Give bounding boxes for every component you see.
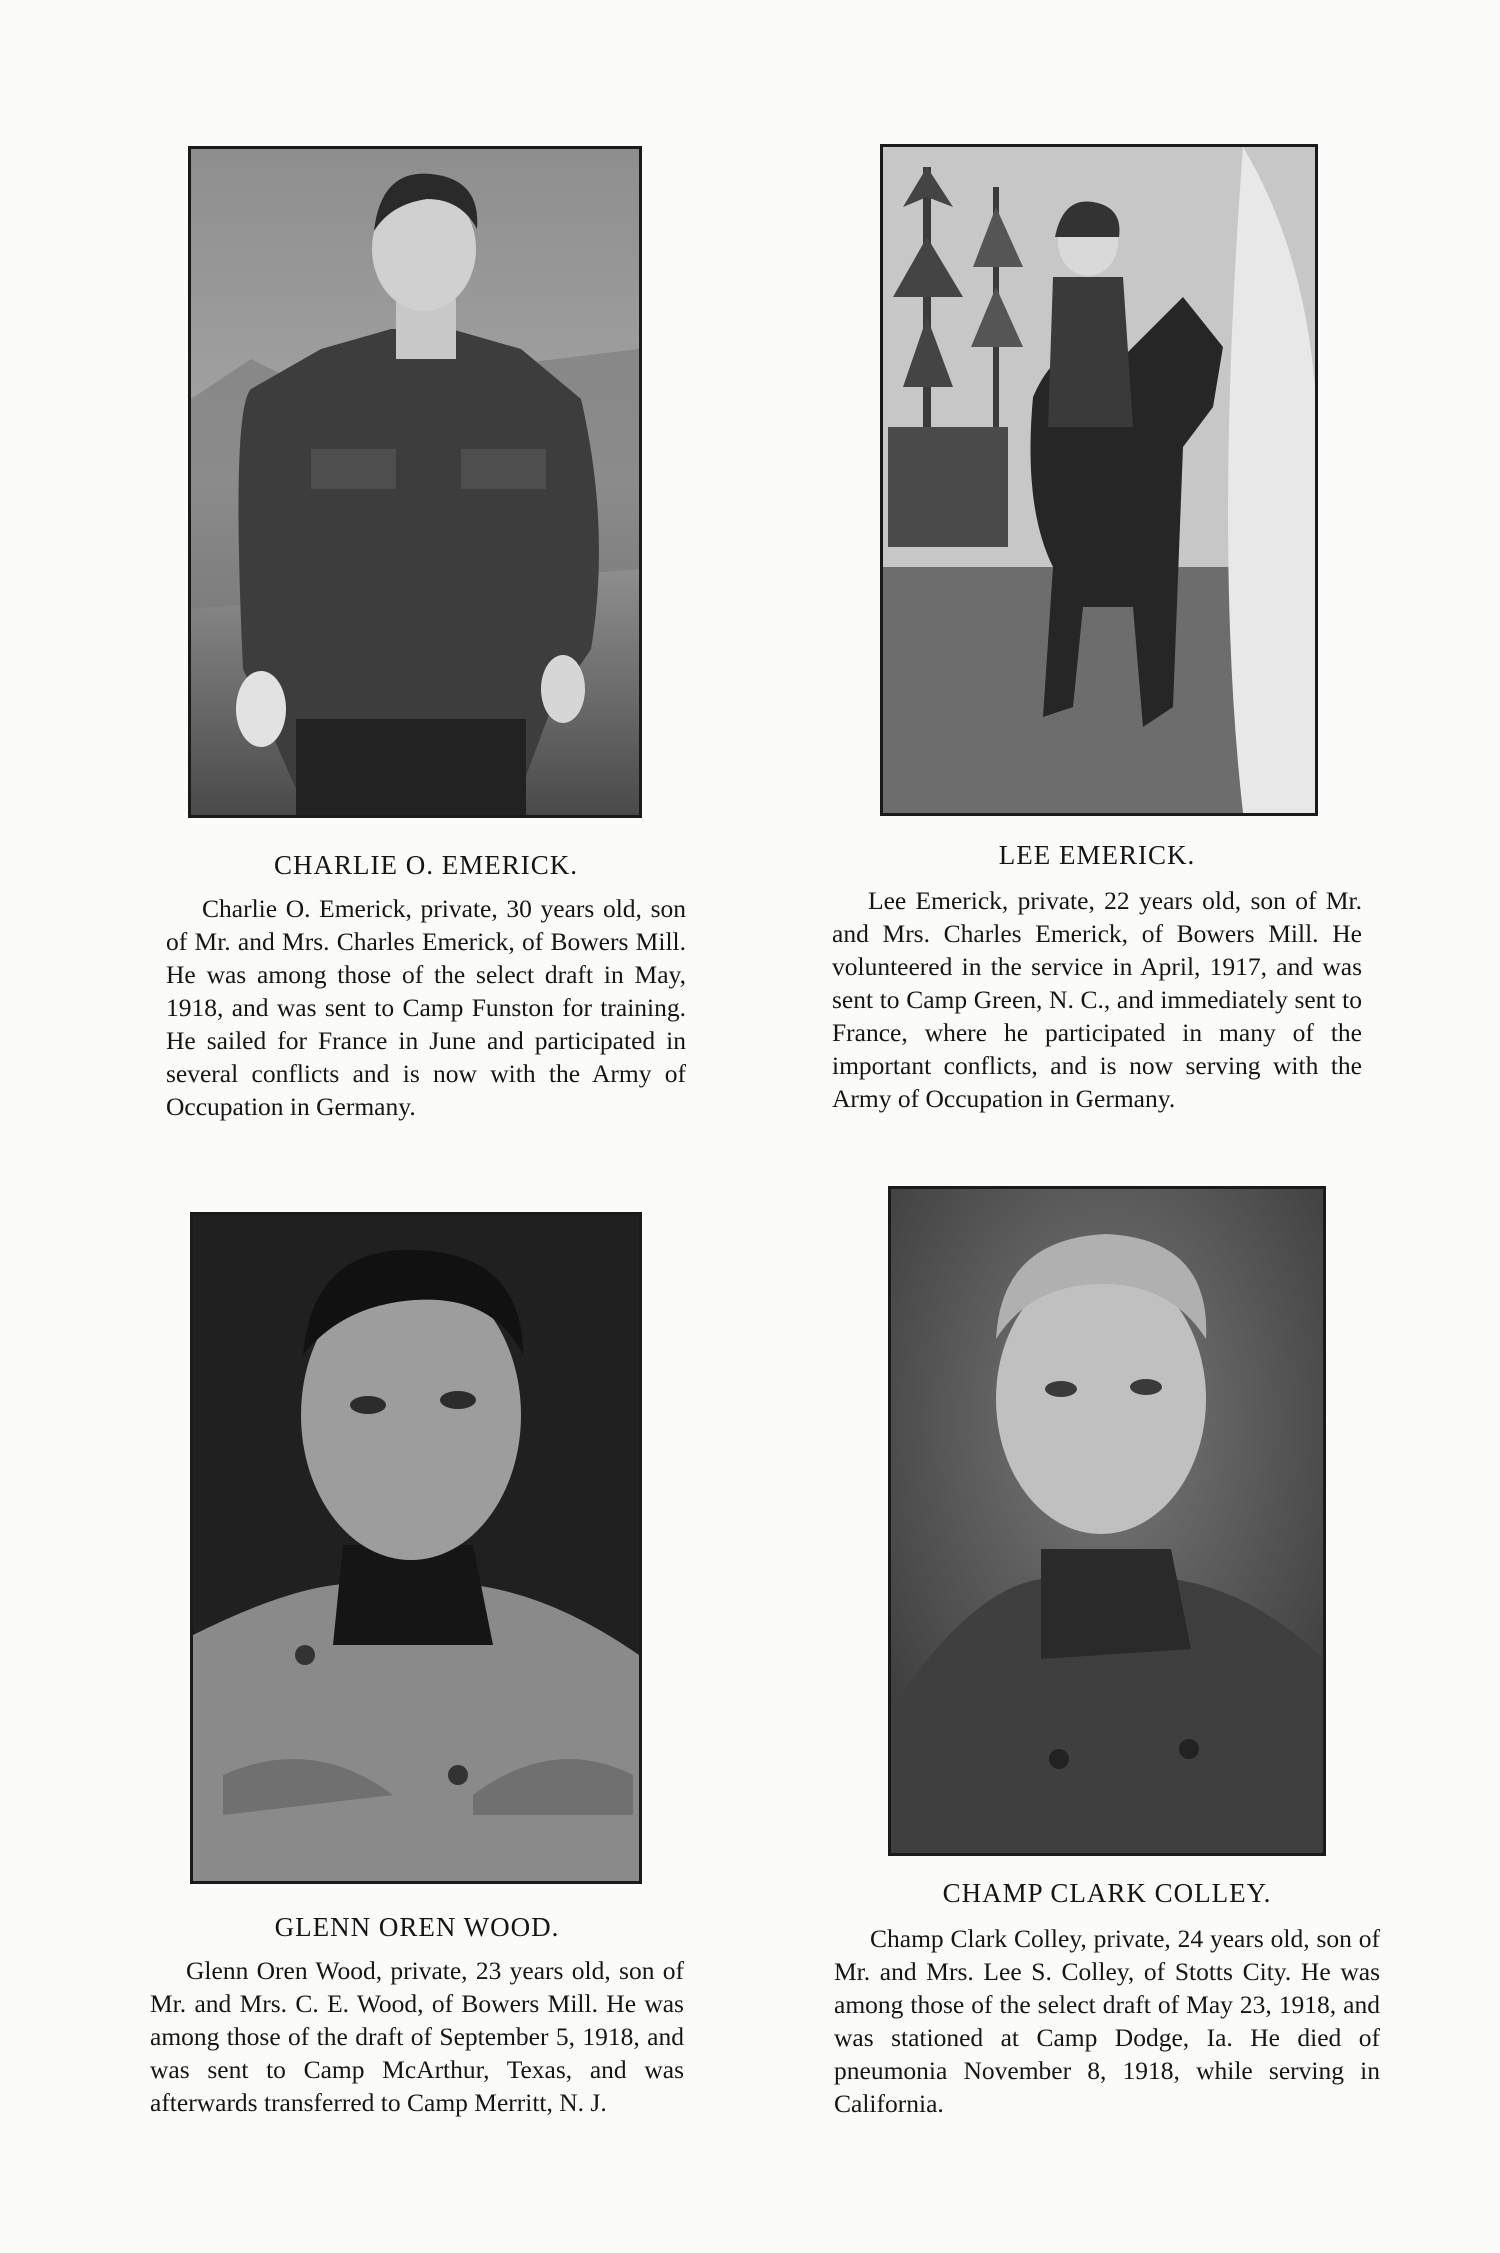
- soldier-bio: Glenn Oren Wood, private, 23 years old, son of Mr. and Mrs. C. E. Wood, of Bowers Mill. He was among those of the draft of September 5, 1918, and was sent to Camp McArthur, Texas, and was afterwards transferred to Camp Merritt, N. J.: [150, 1956, 684, 2117]
- entry-text-lee-emerick: [832, 840, 1362, 1140]
- soldier-name: GLENN OREN WOOD.: [274, 1912, 560, 1942]
- soldier-name: CHARLIE O. EMERICK.: [274, 850, 578, 880]
- portrait-image: [188, 146, 642, 818]
- soldier-name: LEE EMERICK.: [998, 840, 1196, 870]
- soldier-bio: Champ Clark Colley, private, 24 years old, son of Mr. and Mrs. Lee S. Colley, of Stotts City. He was among those of the select draft of May 23, 1918, and was stationed at Camp Dodge, Ia. He died of pneumonia November 8, 1918, while serving in California.: [834, 1924, 1380, 2118]
- entry-text-glenn-oren-wood: [150, 1912, 684, 2212]
- portrait-image: [880, 144, 1318, 816]
- entry-text-champ-clark-colley: [834, 1878, 1380, 2178]
- soldier-name: CHAMP CLARK COLLEY.: [942, 1878, 1272, 1908]
- soldier-bio: Lee Emerick, private, 22 years old, son of Mr. and Mrs. Charles Emerick, of Bowers Mill. He volunteered in the service in April, 1917, and was sent to Camp Green, N. C., and immediately sent to France, where he participated in many of the important conflicts, and is now serving with the Army of Occupation in Germany.: [832, 886, 1362, 1113]
- portrait-image: [888, 1186, 1326, 1856]
- entry-text-charlie-emerick: [166, 850, 686, 1150]
- soldier-bio: Charlie O. Emerick, private, 30 years old, son of Mr. and Mrs. Charles Emerick, of Bowers Mill. He was among those of the select draft in May, 1918, and was sent to Camp Funston for training. He sailed for France in June and participated in several conflicts and is now with the Army of Occupation in Germany.: [166, 894, 686, 1121]
- portrait-image: [190, 1212, 642, 1884]
